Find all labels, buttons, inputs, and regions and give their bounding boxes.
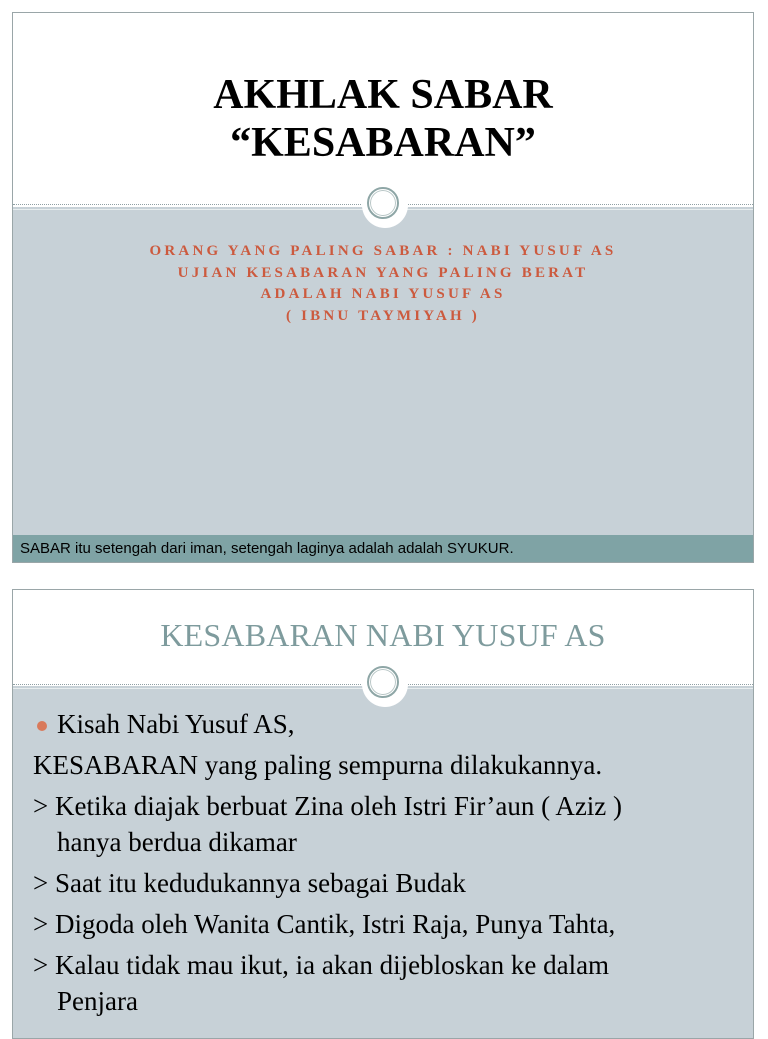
list-item xyxy=(33,906,743,942)
slide-1 xyxy=(12,12,754,563)
content-line-continuation: hanya berdua dikamar xyxy=(57,827,297,857)
slide-1-title-line-1: AKHLAK SABAR xyxy=(213,72,553,118)
content-line: > Saat itu kedudukannya sebagai Budak xyxy=(33,868,466,898)
slide-1-subtitle xyxy=(13,241,753,327)
bullet-dot-icon xyxy=(37,721,47,731)
slide-1-title-line-2: “KESABARAN” xyxy=(230,120,536,166)
content-line: > Kalau tidak mau ikut, ia akan dijebloskan ke dalam xyxy=(33,950,610,980)
content-line: > Ketika diajak berbuat Zina oleh Istri Fir’aun ( Aziz ) xyxy=(33,791,623,821)
slide-1-title xyxy=(13,71,753,167)
slide-1-footer: SABAR itu setengah dari iman, setengah laginya adalah adalah SYUKUR. xyxy=(13,535,753,562)
slide-2-title: KESABARAN NABI YUSUF AS xyxy=(160,617,606,653)
content-line-continuation: Penjara xyxy=(57,986,138,1016)
list-item xyxy=(33,788,743,860)
circle-ornament-icon xyxy=(362,661,408,707)
content-line: > Digoda oleh Wanita Cantik, Istri Raja, Punya Tahta, xyxy=(33,909,616,939)
list-item xyxy=(33,706,743,742)
slide-2 xyxy=(12,589,754,1039)
list-item xyxy=(33,865,743,901)
subtitle-line: ( IBNU TAYMIYAH ) xyxy=(285,307,480,324)
circle-ornament-icon xyxy=(362,182,408,228)
list-item xyxy=(33,947,743,1019)
bullet-text: Kisah Nabi Yusuf AS, xyxy=(57,709,295,739)
subtitle-line: ADALAH NABI YUSUF AS xyxy=(260,286,506,302)
content-line: KESABARAN yang paling sempurna dilakukannya. xyxy=(33,750,603,780)
subtitle-line: ORANG YANG PALING SABAR : NABI YUSUF AS xyxy=(149,243,617,259)
subtitle-line: UJIAN KESABARAN YANG PALING BERAT xyxy=(177,264,589,281)
list-item xyxy=(33,747,743,783)
slide-2-content xyxy=(33,706,743,1024)
